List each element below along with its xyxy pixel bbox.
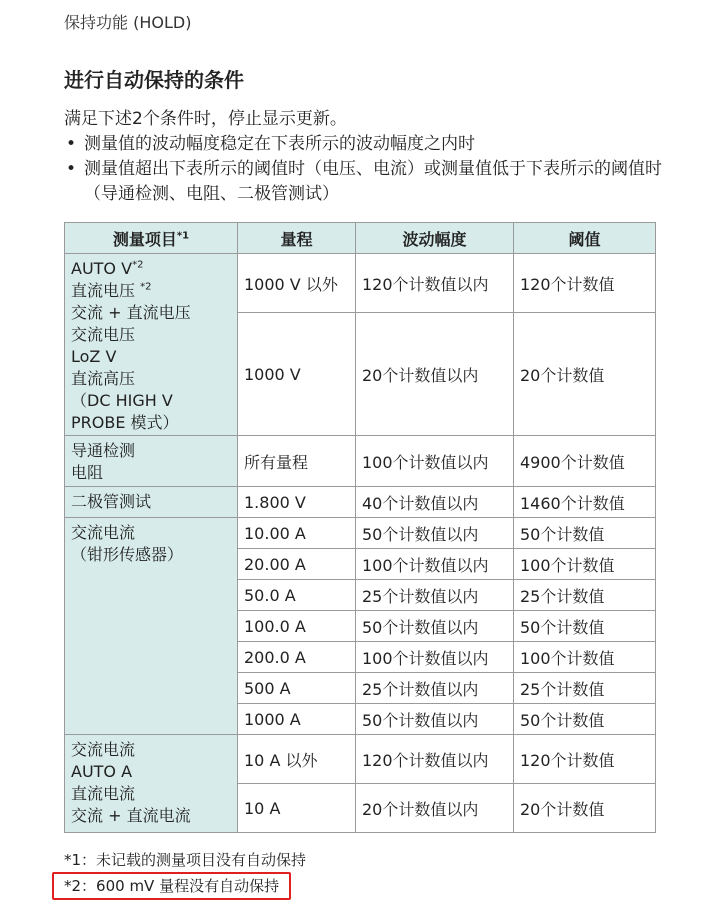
thresh-cell: 120个计数值 <box>514 735 656 784</box>
fluct-cell: 50个计数值以内 <box>356 518 514 549</box>
table-header-row <box>65 223 656 254</box>
table-row <box>65 254 656 313</box>
page-header: 保持功能 (HOLD) <box>64 13 192 32</box>
table-row <box>65 735 656 784</box>
range-cell: 100.0 A <box>238 611 356 642</box>
fluct-cell: 50个计数值以内 <box>356 611 514 642</box>
range-cell: 200.0 A <box>238 642 356 673</box>
footnote-2-highlighted: *2：600 mV 量程没有自动保持 <box>52 872 291 900</box>
footnote-1: *1：未记载的测量项目没有自动保持 <box>64 851 307 869</box>
range-cell: 1000 A <box>238 704 356 735</box>
condition-item <box>64 132 664 157</box>
intro-text: 满足下述2个条件时，停止显示更新。 <box>64 109 347 129</box>
item-cell-current: 交流电流 AUTO A 直流电流 交流 + 直流电流 <box>65 735 238 833</box>
range-cell: 1000 V <box>238 313 356 436</box>
item-cell-clamp-current: 交流电流 （钳形传感器） <box>65 518 238 735</box>
range-cell: 1000 V 以外 <box>238 254 356 313</box>
col-header-thresh: 阈值 <box>514 223 656 254</box>
range-cell: 20.00 A <box>238 549 356 580</box>
fluct-cell: 25个计数值以内 <box>356 673 514 704</box>
fluct-cell: 100个计数值以内 <box>356 549 514 580</box>
fluct-cell: 120个计数值以内 <box>356 254 514 313</box>
thresh-cell: 25个计数值 <box>514 673 656 704</box>
thresh-cell: 100个计数值 <box>514 642 656 673</box>
fluct-cell: 20个计数值以内 <box>356 313 514 436</box>
fluct-cell: 20个计数值以内 <box>356 784 514 833</box>
fluct-cell: 100个计数值以内 <box>356 642 514 673</box>
bullet-dot: • <box>66 159 77 179</box>
col-header-range: 量程 <box>238 223 356 254</box>
col-header-fluct: 波动幅度 <box>356 223 514 254</box>
range-cell: 50.0 A <box>238 580 356 611</box>
table-row <box>65 487 656 518</box>
item-cell-continuity: 导通检测 电阻 <box>65 436 238 487</box>
range-cell: 10 A <box>238 784 356 833</box>
bullet-dot: • <box>66 134 77 154</box>
range-cell: 所有量程 <box>238 436 356 487</box>
thresh-cell: 120个计数值 <box>514 254 656 313</box>
range-cell: 10.00 A <box>238 518 356 549</box>
thresh-cell: 50个计数值 <box>514 704 656 735</box>
condition-item <box>64 157 664 207</box>
item-cell-voltage: AUTO $V^{*2}$ 直流电压 $^{*2}$ 交流 + 直流电压 交流电压 LoZ V 直流高压 （DC HIGH V PROBE 模式） <box>65 254 238 436</box>
thresh-cell: 50个计数值 <box>514 611 656 642</box>
footnote-ref: *1 <box>176 230 190 242</box>
fluct-cell: 120个计数值以内 <box>356 735 514 784</box>
table-row <box>65 518 656 549</box>
fluct-cell: 100个计数值以内 <box>356 436 514 487</box>
fluct-cell: 40个计数值以内 <box>356 487 514 518</box>
fluct-cell: 25个计数值以内 <box>356 580 514 611</box>
condition-text: 测量值的波动幅度稳定在下表所示的波动幅度之内时 <box>84 134 475 154</box>
range-cell: 10 A 以外 <box>238 735 356 784</box>
thresh-cell: 20个计数值 <box>514 784 656 833</box>
thresh-cell: 100个计数值 <box>514 549 656 580</box>
thresh-cell: 1460个计数值 <box>514 487 656 518</box>
condition-text: 测量值超出下表所示的阈值时（电压、电流）或测量值低于下表所示的阈值时（导通检测、电阻、二极管测试） <box>84 159 662 204</box>
thresh-cell: 4900个计数值 <box>514 436 656 487</box>
conditions-table <box>64 222 656 833</box>
range-cell: 1.800 V <box>238 487 356 518</box>
item-cell-diode: 二极管测试 <box>65 487 238 518</box>
fluct-cell: 50个计数值以内 <box>356 704 514 735</box>
thresh-cell: 50个计数值 <box>514 518 656 549</box>
thresh-cell: 25个计数值 <box>514 580 656 611</box>
footnotes <box>64 848 306 900</box>
condition-list <box>64 132 664 207</box>
thresh-cell: 20个计数值 <box>514 313 656 436</box>
range-cell: 500 A <box>238 673 356 704</box>
section-title: 进行自动保持的条件 <box>64 68 244 92</box>
table-row <box>65 436 656 487</box>
col-header-item: 测量项目$^{*1}$ <box>65 223 238 254</box>
